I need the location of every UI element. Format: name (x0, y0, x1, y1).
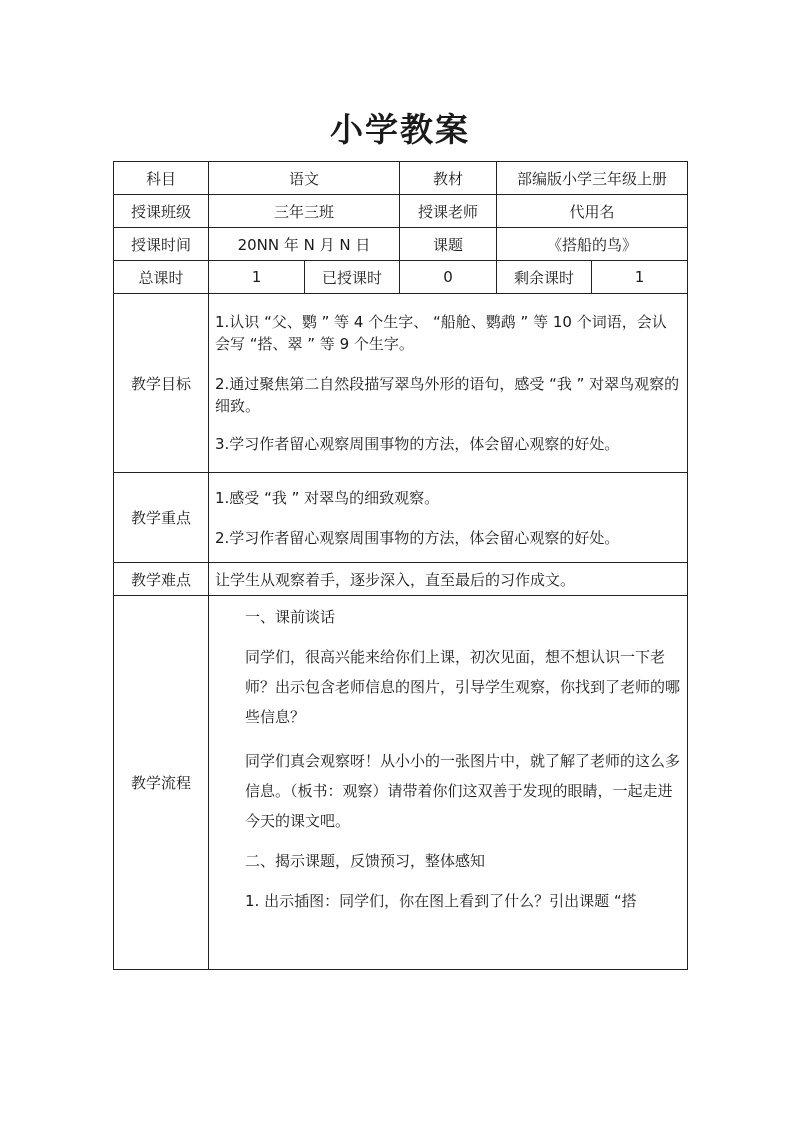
taught-hours-value: 0 (400, 261, 497, 294)
table-row (114, 473, 688, 563)
taught-hours-label: 已授课时 (305, 261, 400, 294)
table-row (114, 563, 688, 596)
process-paragraph: 1. 出示插图：同学们，你在图上看到了什么？引出课题 “搭 (245, 892, 637, 910)
key-points-content (209, 473, 688, 563)
subject-label: 科目 (114, 162, 209, 195)
process-paragraph: 同学们真会观察呀！从小小的一张图片中，就了解了老师的这么多信息。（板书：观察）请带着你们这双善于发现的眼睛，一起走进今天的课文吧。 (245, 752, 681, 830)
key-point-item: 1.感受 “我 ” 对翠鸟的细致观察。 (215, 488, 440, 507)
process-content (209, 596, 688, 970)
difficulties-content: 让学生从观察着手，逐步深入，直至最后的习作成文。 (209, 563, 688, 596)
time-label: 授课时间 (114, 228, 209, 261)
process-heading: 一、课前谈话 (245, 608, 336, 626)
remaining-hours-value: 1 (592, 261, 688, 294)
table-row (114, 162, 688, 195)
objective-item: 2.通过聚焦第二自然段描写翠鸟外形的语句，感受 “我 ” 对翠鸟观察的细致。 (215, 375, 680, 415)
class-value: 三年三班 (209, 195, 400, 228)
table-row (114, 195, 688, 228)
key-point-item: 2.学习作者留心观察周围事物的方法，体会留心观察的好处。 (215, 528, 620, 547)
textbook-label: 教材 (400, 162, 497, 195)
objective-item: 3.学习作者留心观察周围事物的方法，体会留心观察的好处。 (215, 435, 620, 453)
process-label: 教学流程 (114, 596, 209, 970)
objective-item: 1.认识 “父、鹦 ” 等 4 个生字、 “船舱、鹦鹉 ” 等 10 个词语，会认会写 “搭、翠 ” 等 9 个生字。 (215, 313, 667, 353)
topic-label: 课题 (400, 228, 497, 261)
class-label: 授课班级 (114, 195, 209, 228)
subject-value: 语文 (209, 162, 400, 195)
table-row (114, 261, 688, 294)
process-paragraph: 同学们，很高兴能来给你们上课，初次见面，想不想认识一下老师？出示包含老师信息的图片，引导学生观察，你找到了老师的哪些信息？ (245, 648, 681, 726)
textbook-value: 部编版小学三年级上册 (497, 162, 688, 195)
topic-value: 《搭船的鸟》 (497, 228, 688, 261)
total-hours-value: 1 (209, 261, 305, 294)
objectives-content (209, 294, 688, 473)
difficulties-label: 教学难点 (114, 563, 209, 596)
remaining-hours-label: 剩余课时 (497, 261, 592, 294)
lesson-plan-table (113, 161, 688, 970)
teacher-value: 代用名 (497, 195, 688, 228)
page-title: 小学教案 (330, 110, 470, 149)
table-row (114, 596, 688, 970)
table-row (114, 294, 688, 473)
time-value: 20NN 年 N 月 N 日 (209, 228, 400, 261)
total-hours-label: 总课时 (114, 261, 209, 294)
objectives-label: 教学目标 (114, 294, 209, 473)
key-points-label: 教学重点 (114, 473, 209, 563)
table-row (114, 228, 688, 261)
teacher-label: 授课老师 (400, 195, 497, 228)
process-heading: 二、揭示课题，反馈预习，整体感知 (245, 852, 486, 870)
